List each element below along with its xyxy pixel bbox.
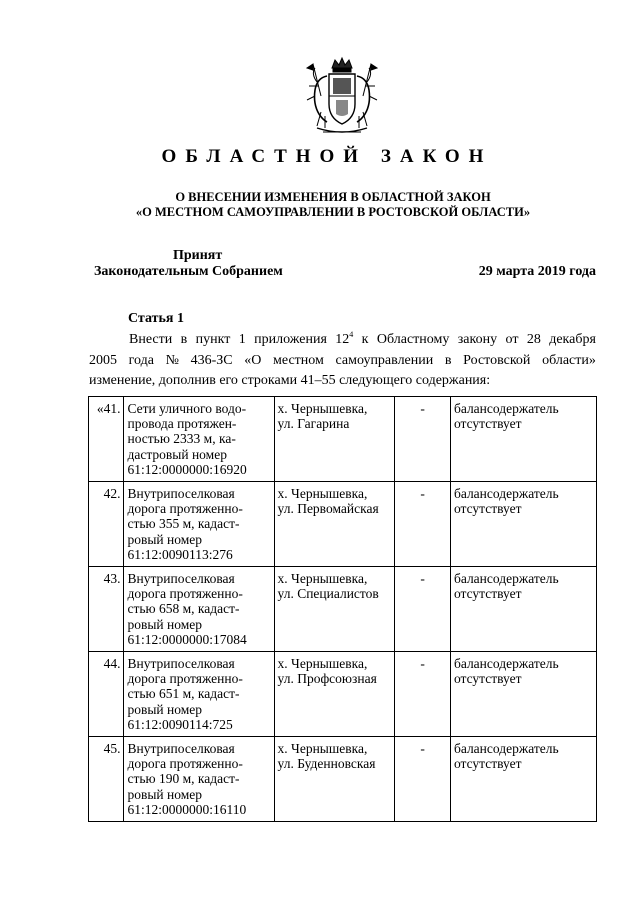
balance-holder [450,567,596,652]
row-number: «41. [89,397,124,482]
word: Внести [129,332,173,347]
cell-line: х. Чернышевка, [277,486,368,502]
law-subtitle-line2: «О МЕСТНОМ САМОУПРАВЛЕНИИ В РОСТОВСКОЙ ОБЛАСТИ» [135,205,531,219]
table-row [89,652,597,737]
table-row [89,482,597,567]
cell-line: ул. Первомайская [277,501,379,517]
object-description [124,652,274,737]
article-body-line1 [89,330,596,351]
article-body [89,330,596,392]
cell-line: стью 651 м, кадаст- [127,686,240,702]
word: в [180,332,188,347]
cell-line: х. Чернышевка, [277,741,368,757]
cell-line: х. Чернышевка, [277,656,368,672]
law-title: ОБЛАСТНОЙ ЗАКОН [161,146,493,167]
word: области» [542,352,596,368]
cell-line: ностью 2333 м, ка- [127,431,236,447]
annex-superscript: 4 [349,330,354,339]
cell-line: ровый номер [127,701,203,717]
adopted-by: Законодательным Собранием [94,264,283,279]
object-address [274,397,395,482]
cell-line: дастровый номер [127,446,227,462]
cell-line: Сети уличного водо- [127,401,247,416]
row-number: 45. [89,737,124,822]
balance-holder [450,397,596,482]
row-number: 42. [89,482,124,567]
cell-line: ул. Профсоюзная [277,671,377,687]
word: 28 [526,332,541,347]
word: от [505,332,519,347]
cell-line: стью 190 м, кадаст- [127,771,240,787]
adoption-date: 29 марта 2019 года [478,264,596,279]
cell-line: х. Чернышевка, [277,401,368,416]
object-description [124,397,274,482]
cell-line: ровый номер [127,531,203,547]
word: Областному [376,332,450,347]
row-number: 43. [89,567,124,652]
balance-holder [450,482,596,567]
word: приложения [254,332,327,347]
cell-line: отсутствует [453,586,522,602]
cell-line: стью 355 м, кадаст- [127,516,240,532]
object-description [124,482,274,567]
object-address [274,737,395,822]
cell-line: стью 658 м, кадаст- [127,601,240,617]
cell-line: отсутствует [453,756,522,772]
word: № [165,352,179,368]
word: 1 [238,332,246,347]
cell-line: Внутрипоселковая [127,656,235,672]
objects-table [88,396,597,822]
table-row [89,737,597,822]
cell-line: дорога протяженно- [127,671,243,687]
cell-line: отсутствует [453,416,522,432]
empty-mark: - [395,567,451,652]
cell-line: балансодержатель [453,401,559,416]
word: в [444,352,452,368]
law-subtitle-line1: О ВНЕСЕНИИ ИЗМЕНЕНИЯ В ОБЛАСТНОЙ ЗАКОН [175,190,491,204]
word: закону [457,332,498,347]
cell-line: балансодержатель [453,741,559,757]
word: 436-ЗС [190,352,233,368]
word: местном [273,352,324,368]
word: «О [244,352,262,368]
cell-line: х. Чернышевка, [277,571,368,587]
object-description [124,737,274,822]
cell-line: ул. Специалистов [277,586,379,602]
empty-mark: - [395,482,451,567]
word: пункт [195,332,231,347]
article-heading: Статья 1 [128,311,184,326]
cell-line: 61:12:0000000:17084 [127,631,247,647]
article-body-line3: изменение, дополнив его строками 41–55 следующего содержания: [89,373,491,388]
cell-line: 61:12:0000000:16920 [127,461,247,477]
cell-line: балансодержатель [453,571,559,587]
object-description [124,567,274,652]
cell-line: дорога протяженно- [127,501,243,517]
word: декабря [549,332,596,347]
cell-line: ровый номер [127,616,203,632]
word: самоуправлении [335,352,434,368]
empty-mark: - [395,652,451,737]
cell-line: Внутрипоселковая [127,741,235,757]
object-address [274,482,395,567]
word: Ростовской [463,352,531,368]
word: года [128,352,154,368]
cell-line: ровый номер [127,786,203,802]
cell-line: 61:12:0000000:16110 [127,801,247,817]
cell-line: провода протяжен- [127,416,237,432]
balance-holder [450,737,596,822]
annex-number: $12^4$ [335,330,354,347]
article-body-line2 [89,351,596,372]
empty-mark: - [395,397,451,482]
cell-line: 61:12:0090113:276 [127,546,233,562]
word: к [361,332,369,347]
object-address [274,567,395,652]
cell-line: ул. Гагарина [277,416,350,432]
adopted-label: Принят [173,248,223,263]
cell-line: отсутствует [453,501,522,517]
balance-holder [450,652,596,737]
cell-line: 61:12:0090114:725 [127,716,233,732]
cell-line: дорога протяженно- [127,586,243,602]
table-row [89,567,597,652]
empty-mark: - [395,737,451,822]
word: 2005 [89,352,117,368]
table-row [89,397,597,482]
object-address [274,652,395,737]
row-number: 44. [89,652,124,737]
cell-line: дорога протяженно- [127,756,243,772]
cell-line: ул. Буденновская [277,756,376,772]
cell-line: балансодержатель [453,656,559,672]
cell-line: Внутрипоселковая [127,486,235,502]
coat-of-arms-emblem [303,56,381,138]
cell-line: балансодержатель [453,486,559,502]
cell-line: отсутствует [453,671,522,687]
cell-line: Внутрипоселковая [127,571,235,587]
